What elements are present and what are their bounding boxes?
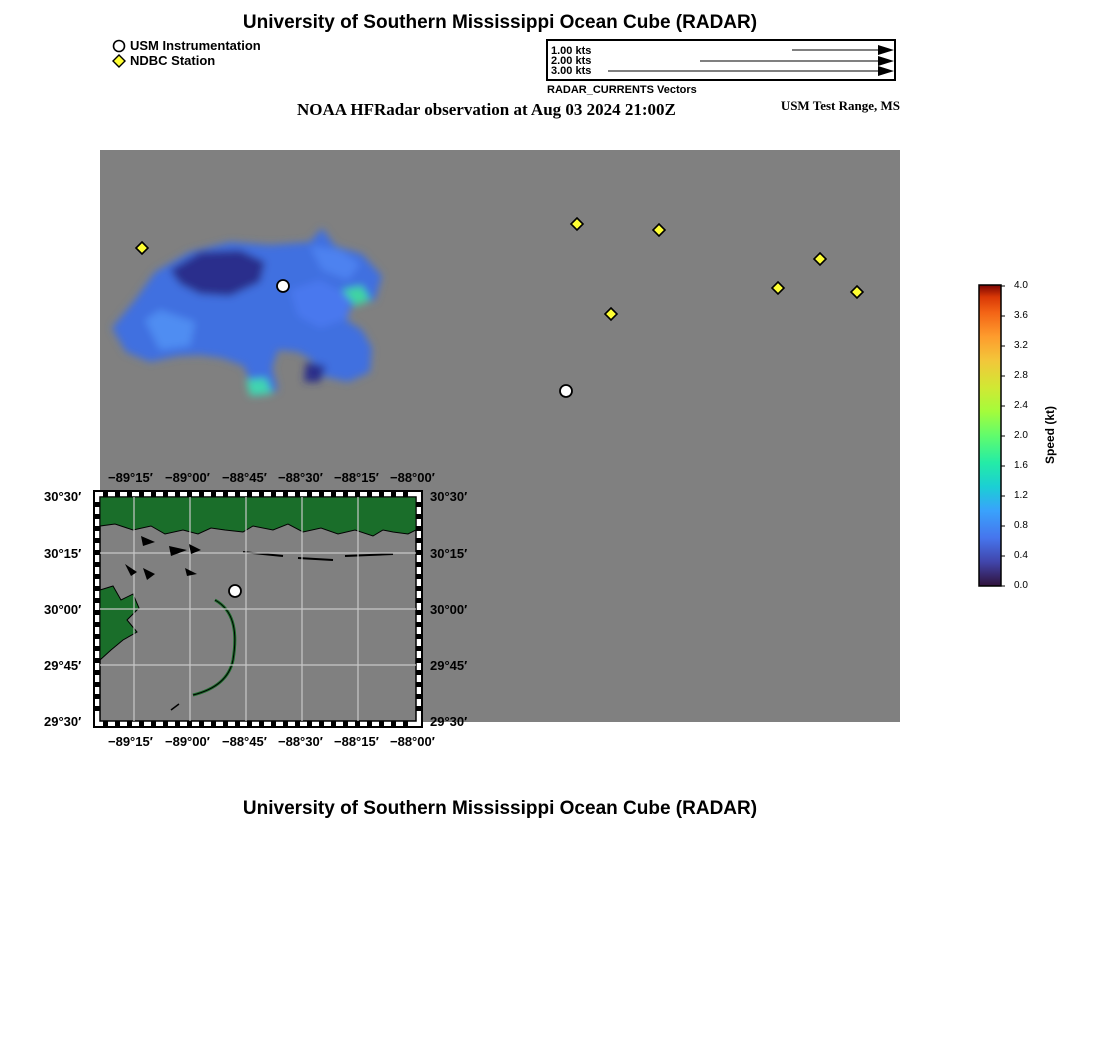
vector-legend-box (546, 39, 896, 81)
inset-lat-label-left: 30°30′ (44, 489, 82, 504)
inset-lat-label-left: 30°00′ (44, 602, 82, 617)
inset-map[interactable] (93, 490, 423, 728)
ndbc-diamond-icon (112, 54, 126, 68)
colorbar-tick: 1.6 (1014, 460, 1028, 471)
usm-instrument-marker (560, 385, 572, 397)
inset-lon-label-top: −88°15′ (334, 470, 379, 485)
legend-usm (112, 38, 261, 53)
inset-lon-label-bottom: −89°15′ (108, 734, 153, 749)
colorbar-label: Speed (kt) (1043, 406, 1057, 465)
inset-lat-label-right: 30°00′ (430, 602, 468, 617)
inset-lat-label-right: 30°15′ (430, 546, 468, 561)
footer-title: University of Southern Mississippi Ocean Cube (RADAR) (242, 798, 758, 819)
inset-lon-label-bottom: −89°00′ (165, 734, 210, 749)
arrow-icon (878, 45, 894, 55)
inset-lat-label-right: 30°30′ (430, 489, 468, 504)
colorbar-tick: 2.4 (1014, 400, 1028, 411)
colorbar-tick: 0.4 (1014, 550, 1028, 561)
colorbar-tick: 0.0 (1014, 580, 1028, 591)
inset-lon-label-bottom: −88°00′ (390, 734, 435, 749)
inset-lon-label-top: −88°30′ (278, 470, 323, 485)
inset-lon-label-top: −88°00′ (390, 470, 435, 485)
colorbar-tick: 0.8 (1014, 520, 1028, 531)
arrow-icon (878, 66, 894, 76)
usm-instrument-marker (277, 280, 289, 292)
inset-lon-label-bottom: −88°45′ (222, 734, 267, 749)
inset-lon-label-top: −89°00′ (165, 470, 210, 485)
vector-legend-caption: RADAR_CURRENTS Vectors (547, 84, 697, 96)
legend-ndbc (112, 53, 215, 68)
vector-legend-arrows (548, 41, 894, 79)
colorbar-tick: 2.8 (1014, 370, 1028, 381)
colorbar-tick: 3.2 (1014, 340, 1028, 351)
vector-legend-2: 2.00 kts (551, 55, 592, 67)
inset-lon-label-top: −89°15′ (108, 470, 153, 485)
colorbar-tick: 3.6 (1014, 310, 1028, 321)
inset-lat-label-left: 30°15′ (44, 546, 82, 561)
inset-lat-label-left: 29°45′ (44, 658, 82, 673)
usm-circle-icon (112, 39, 126, 53)
inset-lon-label-bottom: −88°30′ (278, 734, 323, 749)
colorbar-gradient (979, 285, 1001, 586)
inset-lat-label-left: 29°30′ (44, 714, 82, 729)
vector-legend-1: 1.00 kts (551, 45, 592, 57)
colorbar-tick: 2.0 (1014, 430, 1028, 441)
usm-instrument-marker (229, 585, 241, 597)
location-label: USM Test Range, MS (780, 98, 900, 113)
legend-usm-label: USM Instrumentation (130, 38, 261, 53)
page-title: University of Southern Mississippi Ocean Cube (RADAR) (242, 12, 758, 33)
colorbar-tick: 4.0 (1014, 280, 1028, 291)
colorbar (975, 282, 1005, 590)
legend-ndbc-label: NDBC Station (130, 53, 216, 68)
inset-lat-label-right: 29°45′ (430, 658, 468, 673)
inset-lon-label-bottom: −88°15′ (334, 734, 379, 749)
inset-lat-label-right: 29°30′ (430, 714, 468, 729)
arrow-icon (878, 56, 894, 66)
vector-legend-3: 3.00 kts (551, 65, 592, 77)
inset-lon-label-top: −88°45′ (222, 470, 267, 485)
observation-subtitle: NOAA HFRadar observation at Aug 03 2024 21:00Z (297, 100, 676, 119)
colorbar-tick: 1.2 (1014, 490, 1028, 501)
